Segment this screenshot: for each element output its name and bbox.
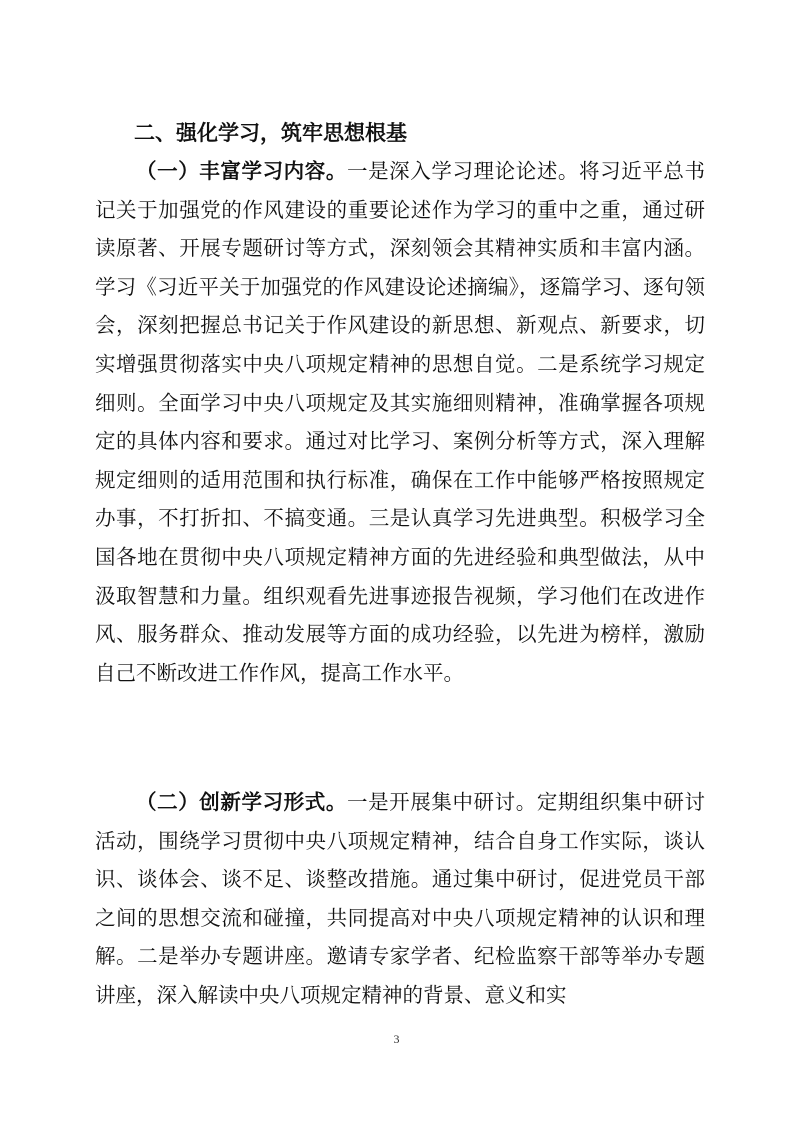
paragraph-innovate-learning-format: [95, 783, 705, 1015]
page-number: 3: [393, 1032, 400, 1046]
paragraph-lead: （一）丰富学习内容。: [136, 159, 347, 183]
paragraph-body: 一是开展集中研讨。定期组织集中研讨活动，围绕学习贯彻中央八项规定精神，结合自身工作实际，谈认识、谈体会、谈不足、谈整改措施。通过集中研讨，促进党员干部之间的思想交流和碰撞，共同提高对中央八项规定精神的认识和理解。二是举办专题讲座。邀请专家学者、纪检监察干部等举办专题讲座，深入解读中央八项规定精神的背景、意义和实: [95, 790, 706, 1007]
section-heading: 二、强化学习，筑牢思想根基: [134, 121, 407, 145]
paragraph-lead: （二）创新学习形式。: [136, 790, 347, 814]
paragraph-body: 一是深入学习理论论述。将习近平总书记关于加强党的作风建设的重要论述作为学习的重中之重，通过研读原著、开展专题研讨等方式，深刻领会其精神实质和丰富内涵。学习《习近平关于加强党的作风建设论述摘编》，逐篇学习、逐句领会，深刻把握总书记关于作风建设的新思想、新观点、新要求，切实增强贯彻落实中央八项规定精神的思想自觉。二是系统学习规定细则。全面学习中央八项规定及其实施细则精神，准确掌握各项规定的具体内容和要求。通过对比学习、案例分析等方式，深入理解规定细则的适用范围和执行标准，确保在工作中能够严格按照规定办事，不打折扣、不搞变通。三是认真学习先进典型。积极学习全国各地在贯彻中央八项规定精神方面的先进经验和典型做法，从中汲取智慧和力量。组织观看先进事迹报告视频，学习他们在改进作风、服务群众、推动发展等方面的成功经验，以先进为榜样，激励自己不断改进工作作风，提高工作水平。: [95, 159, 706, 685]
paragraph-enrich-learning-content: [95, 152, 705, 692]
